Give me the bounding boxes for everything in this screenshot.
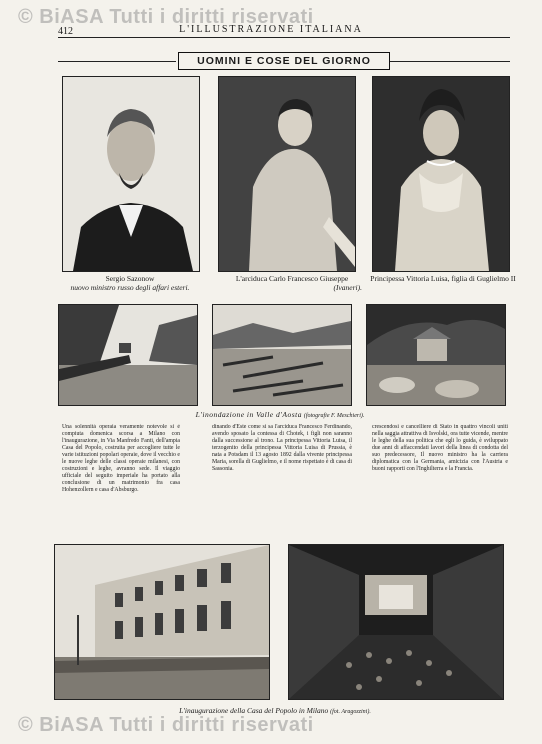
page-number: 412 [58,26,73,37]
article-column-3 [372,424,508,536]
bottom-caption-title: L'inaugurazione della Casa del Popolo in Milano [179,706,329,715]
title-rule-right [390,61,510,62]
caption-name: Principessa Vittoria Luisa, figlia di Guglielmo II [370,274,516,283]
section-title: UOMINI E COSE DEL GIORNO [178,52,390,70]
article-text: dinando d'Este come si sa l'arciduca Francesco Ferdinando, avendo sposato la contessa di Chotek, i figli non saranno dalla successione al trono. La principessa Vittoria Luisa, il terzogenito della principessa Vittoria Luisa di Prussia, è nata a Potsdam il 13 agosto 1892 dalla vivente principessa Maria, sorella di Guglielmo, e il nome rispettato è di casa di Sassonia. [212,424,352,472]
portrait-photo-princess [372,76,510,272]
article-column-1 [62,424,180,536]
portrait-photo-sazonow [62,76,200,272]
portrait-photo-archduke [218,76,356,272]
portrait-caption-sazonow [52,274,208,292]
watermark-top: © BiASA Tutti i diritti riservati [18,6,314,28]
flood-caption [140,410,420,421]
flood-photo-2 [212,304,352,406]
watermark-bottom: © BiASA Tutti i diritti riservati [18,714,314,736]
article-column-2 [212,424,352,536]
flood-caption-title: L'inondazione in Valle d'Aosta [195,410,302,419]
title-rule-left [58,61,176,62]
bottom-photo-exterior [54,544,270,700]
bottom-caption-credit: (fot. Aragozzini). [330,709,371,715]
portrait-caption-princess [368,274,518,283]
flood-photo-1 [58,304,198,406]
article-text: Una solennità operaia veramente notevole si è compiuta domenica scorsa a Milano con l'inaugurazione, in Via Manfredo Fanti, dell'ampia Casa del Popolo, costruita per accogliere tutte le varie istituzioni popolari operaie, dove il vecchio e le nuove leghe delle classi operaie milanesi, con costruzioni e leghe, avranno sede. Il viaggio ufficiale del seguito imperiale ha portato alla conclusione di un matrimonio fra casa Hohenzollern e casa d'Absburgo. [62,424,180,493]
bottom-photo-interior [288,544,504,700]
flood-photo-3 [366,304,506,406]
caption-subtitle: (Ivaneri). [333,283,362,292]
caption-name: L'arciduca Carlo Francesco Giuseppe [235,274,349,283]
caption-subtitle: nuovo ministro russo degli affari esteri. [70,283,190,292]
article-text: crescendosi e cancelliere di Stato in quattro vincoli uniti nella saggia attrattiva di Isvolski, ora tutte vicende, mentre le leghe della sua politica che egli lo guida, è sviluppato due anni di affaccendati lavori della linea di condotta del suo predecessore, Il nuovo ministro ha la carriera diplomatica con la Germania, amicizia con l'Austria e buoni rapporti con l'Inghilterra e la Francia. [372,424,508,472]
portrait-caption-archduke [212,274,372,292]
header-rule [58,37,510,38]
caption-name: Sergio Sazonow [105,274,155,283]
running-title: L'ILLUSTRAZIONE ITALIANA [179,24,363,35]
flood-caption-credit: (fotografie F. Meschieri). [303,413,365,419]
